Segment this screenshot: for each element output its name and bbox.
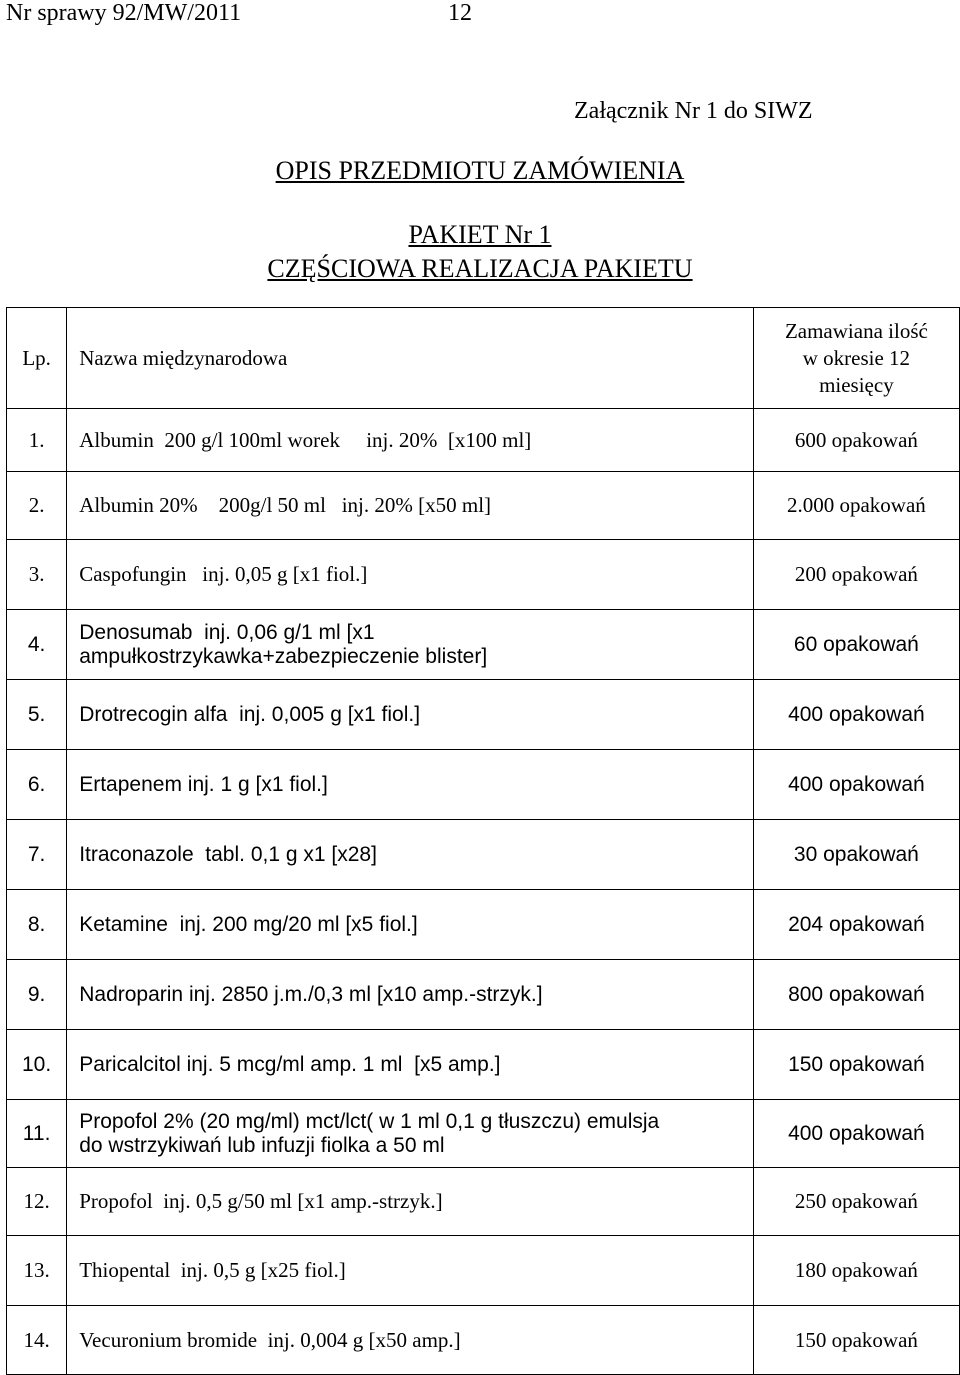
row-name-line1: Caspofungin inj. 0,05 g [x1 fiol.] bbox=[79, 562, 368, 586]
row-name bbox=[67, 1030, 754, 1100]
table-row bbox=[7, 750, 960, 820]
row-quantity: 400 opakowań bbox=[753, 1100, 959, 1168]
row-lp: 8. bbox=[7, 890, 67, 960]
table-row bbox=[7, 1306, 960, 1375]
row-lp: 13. bbox=[7, 1236, 67, 1306]
case-number: Nr sprawy 92/MW/2011 bbox=[6, 0, 242, 26]
qty-header-line2: w okresie 12 bbox=[802, 345, 911, 370]
table-row bbox=[7, 680, 960, 750]
package-realization: CZĘŚCIOWA REALIZACJA PAKIETU bbox=[267, 254, 693, 283]
row-name-line1: Albumin 200 g/l 100ml worek inj. 20% [x100 ml] bbox=[79, 427, 532, 452]
row-lp: 7. bbox=[7, 820, 67, 890]
row-quantity: 600 opakowań bbox=[753, 409, 959, 472]
row-name bbox=[67, 472, 754, 540]
table-row bbox=[7, 1236, 960, 1306]
row-name bbox=[67, 820, 754, 890]
row-lp: 3. bbox=[7, 540, 67, 610]
column-header-qty bbox=[753, 308, 959, 409]
qty-header-line3: miesięcy bbox=[819, 372, 894, 397]
row-quantity: 150 opakowań bbox=[753, 1306, 959, 1375]
row-name bbox=[67, 890, 754, 960]
items-table bbox=[6, 307, 960, 1375]
row-quantity: 2.000 opakowań bbox=[753, 472, 959, 540]
annex-label: Załącznik Nr 1 do SIWZ bbox=[574, 98, 813, 124]
row-lp: 12. bbox=[7, 1168, 67, 1236]
row-name bbox=[67, 1306, 754, 1375]
row-name-line1: Denosumab inj. 0,06 g/1 ml [x1 bbox=[79, 620, 375, 644]
row-name bbox=[67, 750, 754, 820]
row-name-line1: Thiopental inj. 0,5 g [x25 fiol.] bbox=[79, 1258, 346, 1282]
row-name bbox=[67, 1100, 754, 1168]
table-row bbox=[7, 1168, 960, 1236]
row-lp: 11. bbox=[7, 1100, 67, 1168]
table-row bbox=[7, 890, 960, 960]
column-header-name: Nazwa międzynarodowa bbox=[67, 308, 754, 409]
row-quantity: 250 opakowań bbox=[753, 1168, 959, 1236]
row-name bbox=[67, 960, 754, 1030]
qty-header-line1: Zamawiana ilość bbox=[784, 318, 928, 343]
row-lp: 10. bbox=[7, 1030, 67, 1100]
table-row bbox=[7, 1030, 960, 1100]
row-name-line1: Ertapenem inj. 1 g [x1 fiol.] bbox=[79, 772, 328, 796]
row-name-line1: Vecuronium bromide inj. 0,004 g [x50 amp.] bbox=[79, 1327, 461, 1352]
table-row bbox=[7, 409, 960, 472]
row-lp: 14. bbox=[7, 1306, 67, 1375]
row-lp: 1. bbox=[7, 409, 67, 472]
row-name bbox=[67, 540, 754, 610]
table-header-row bbox=[7, 308, 960, 409]
table-row bbox=[7, 472, 960, 540]
column-header-lp: Lp. bbox=[7, 308, 67, 409]
row-lp: 5. bbox=[7, 680, 67, 750]
row-name bbox=[67, 680, 754, 750]
row-quantity: 800 opakowań bbox=[753, 960, 959, 1030]
row-lp: 9. bbox=[7, 960, 67, 1030]
row-quantity: 30 opakowań bbox=[753, 820, 959, 890]
row-quantity: 200 opakowań bbox=[753, 540, 959, 610]
table-row bbox=[7, 960, 960, 1030]
row-name-line1: Drotrecogin alfa inj. 0,005 g [x1 fiol.] bbox=[79, 702, 421, 726]
table-row bbox=[7, 1100, 960, 1168]
row-name-line1: Propofol inj. 0,5 g/50 ml [x1 amp.-strzyk.] bbox=[79, 1189, 443, 1213]
row-lp: 4. bbox=[7, 610, 67, 680]
page-number: 12 bbox=[448, 0, 472, 26]
row-quantity: 400 opakowań bbox=[753, 750, 959, 820]
package-number: PAKIET Nr 1 bbox=[408, 220, 552, 249]
row-name-line1: Itraconazole tabl. 0,1 g x1 [x28] bbox=[79, 842, 377, 866]
row-lp: 2. bbox=[7, 472, 67, 540]
row-name-line1: Albumin 20% 200g/l 50 ml inj. 20% [x50 ml] bbox=[79, 493, 492, 517]
row-name bbox=[67, 409, 754, 472]
table-row bbox=[7, 610, 960, 680]
row-name-line1: Ketamine inj. 200 mg/20 ml [x5 fiol.] bbox=[79, 912, 418, 936]
row-quantity: 400 opakowań bbox=[753, 680, 959, 750]
row-name-line1: Paricalcitol inj. 5 mcg/ml amp. 1 ml [x5 amp.] bbox=[79, 1052, 501, 1076]
row-name-line1: Nadroparin inj. 2850 j.m./0,3 ml [x10 amp.-strzyk.] bbox=[79, 982, 543, 1006]
row-name bbox=[67, 1236, 754, 1306]
table-row bbox=[7, 820, 960, 890]
row-lp: 6. bbox=[7, 750, 67, 820]
row-quantity: 150 opakowań bbox=[753, 1030, 959, 1100]
row-name bbox=[67, 1168, 754, 1236]
row-name-line2: do wstrzykiwań lub infuzji fiolka a 50 ml bbox=[79, 1133, 445, 1157]
row-quantity: 204 opakowań bbox=[753, 890, 959, 960]
row-quantity: 180 opakowań bbox=[753, 1236, 959, 1306]
row-name-line1: Propofol 2% (20 mg/ml) mct/lct( w 1 ml 0,1 g tłuszczu) emulsja bbox=[79, 1109, 660, 1133]
row-quantity: 60 opakowań bbox=[753, 610, 959, 680]
table-row bbox=[7, 540, 960, 610]
row-name bbox=[67, 610, 754, 680]
document-title: OPIS PRZEDMIOTU ZAMÓWIENIA bbox=[275, 156, 685, 185]
row-name-line2: ampułkostrzykawka+zabezpieczenie blister] bbox=[79, 644, 488, 668]
